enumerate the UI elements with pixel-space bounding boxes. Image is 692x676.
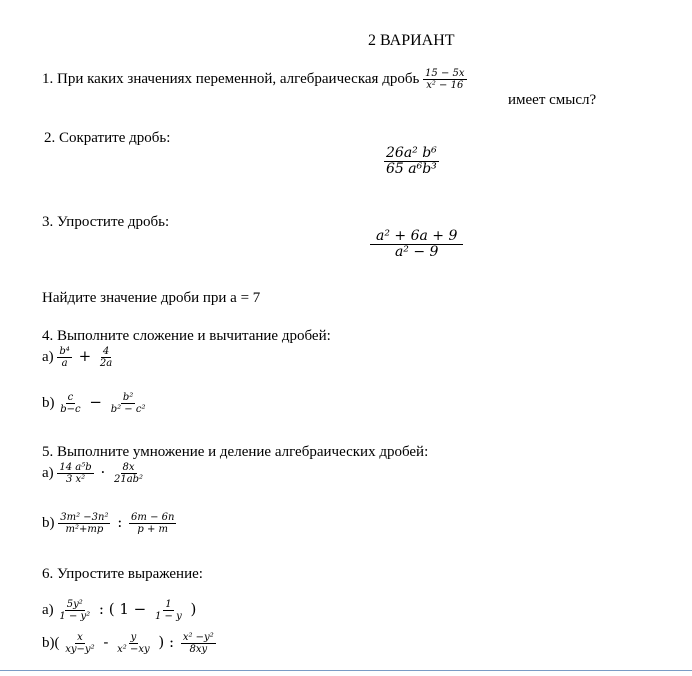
task-1 [42, 68, 467, 91]
task-4-b [42, 392, 147, 415]
fraction-numerator: b⁴ [59, 346, 70, 357]
close-paren-divide: ) : [158, 632, 175, 651]
page-bottom-border [0, 670, 692, 671]
fraction-numerator: 14 a⁵b [59, 462, 92, 473]
fraction-denominator: a² − 9 [394, 244, 439, 261]
fraction-numerator: y [130, 632, 137, 643]
fraction-denominator: 1 − y [155, 611, 182, 622]
divide-operator: : [117, 512, 123, 531]
plus-operator: + [78, 346, 92, 365]
task-1-tail: имеет смысл? [508, 92, 597, 108]
task-6-b [42, 632, 216, 655]
task-1-fraction [423, 68, 466, 91]
task-3-find-value: Найдите значение дроби при a = 7 [42, 290, 261, 306]
fraction-denominator: p + m [137, 524, 169, 535]
fraction-denominator: 21ab² [113, 474, 144, 485]
fraction-denominator: m²+mp [65, 524, 104, 535]
fraction-denominator: x² − 16 [426, 80, 464, 91]
task-4-a [42, 346, 114, 369]
task-5-a [42, 462, 145, 485]
fraction-denominator: 8xy [189, 644, 208, 655]
fraction-numerator: 8x [122, 462, 135, 473]
fraction-denominator: 3 x² [65, 474, 86, 485]
task-2-text: 2. Сократите дробь: [44, 130, 171, 146]
task-3-text: 3. Упростите дробь: [42, 214, 170, 230]
fraction-numerator: 1 [165, 599, 172, 610]
fraction-denominator: xy−y² [65, 644, 95, 655]
fraction-numerator: 4 [102, 346, 110, 357]
multiply-operator: · [100, 462, 106, 481]
fraction-numerator: a² + 6a + 9 [370, 229, 463, 245]
item-label: а) [42, 464, 54, 481]
fraction-numerator: b² [122, 392, 134, 403]
fraction-numerator: x² −y² [182, 632, 214, 643]
item-label: b) [42, 394, 55, 411]
fraction-numerator: 5y² [66, 599, 83, 610]
task-3-fraction [370, 229, 463, 261]
task-5-text: 5. Выполните умножение и деление алгебраических дробей: [42, 444, 429, 460]
page-title: 2 ВАРИАНТ [368, 32, 455, 49]
minus-operator: - [103, 632, 109, 651]
minus-operator: − [89, 392, 102, 411]
item-label: а) [42, 348, 54, 365]
task-6-a [42, 599, 199, 622]
fraction-numerator: 15 − 5x [425, 68, 465, 79]
fraction-denominator: a [61, 358, 68, 369]
fraction-numerator: x [77, 632, 83, 643]
fraction-numerator: 3m² −3n² [60, 512, 109, 523]
task-1-text: 1. При каких значениях переменной, алгебраическая дробь [42, 70, 420, 87]
fraction-denominator: b−c [60, 404, 81, 415]
task-6-text: 6. Упростите выражение: [42, 566, 203, 582]
fraction-denominator: 65 a⁶b³ [386, 161, 437, 178]
fraction-numerator: c [67, 392, 74, 403]
item-label: а) [42, 601, 54, 618]
task-4-text: 4. Выполните сложение и вычитание дробей: [42, 328, 331, 344]
divide-open-paren: : ( 1 − [98, 599, 147, 618]
fraction-denominator: x² −xy [117, 644, 150, 655]
item-label: b)( [42, 634, 60, 651]
fraction-numerator: 26a² b⁶ [386, 145, 437, 161]
task-2-fraction [384, 146, 439, 178]
fraction-denominator: 1 − y² [59, 611, 91, 622]
close-paren: ) [190, 599, 197, 618]
fraction-denominator: 2a [99, 358, 113, 369]
fraction-denominator: b² − c² [110, 404, 146, 415]
fraction-numerator: 6m − 6n [131, 512, 175, 523]
task-5-b [42, 512, 176, 535]
item-label: b) [42, 514, 55, 531]
